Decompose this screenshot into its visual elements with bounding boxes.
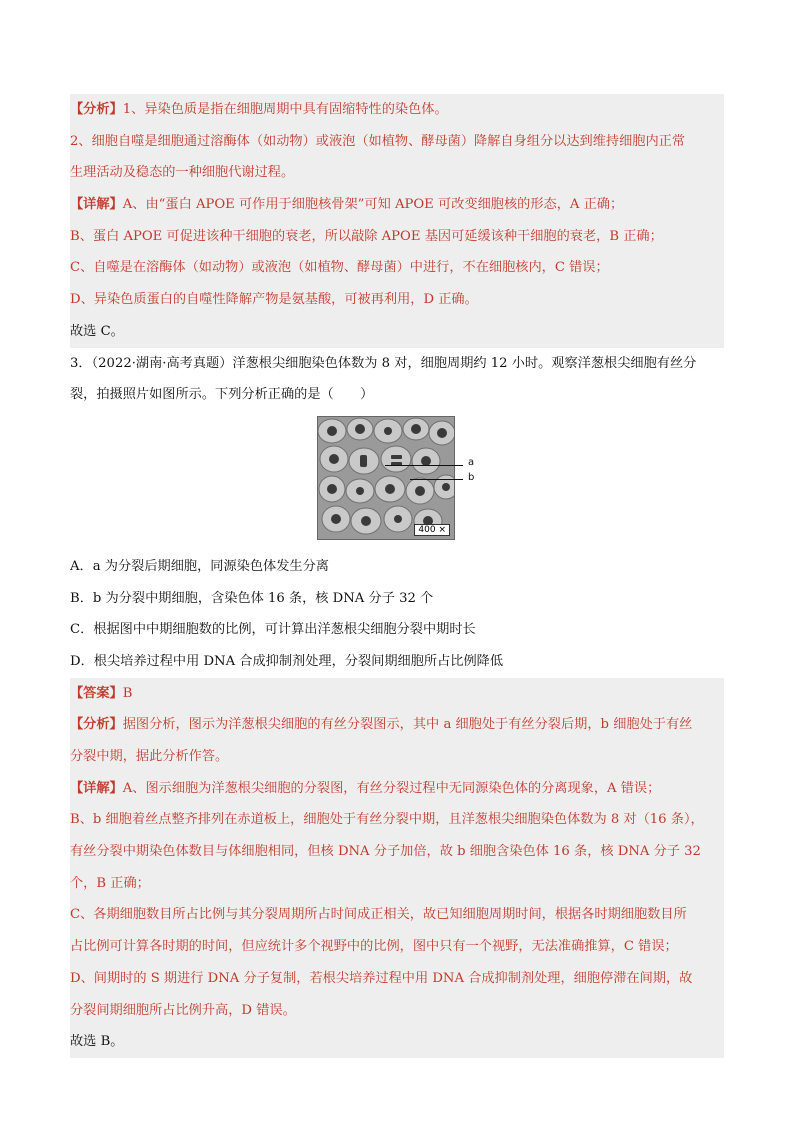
figure-label-a: a (468, 456, 475, 468)
detail-c-q3-cont: 占比例可计算各时期的时间，但应统计多个视野中的比例，图中只有一个视野，无法准确推算，C 错误； (70, 939, 678, 955)
option-a[interactable]: A．a 为分裂后期细胞，同源染色体发生分离 (70, 558, 329, 574)
detail-heading-line (70, 189, 724, 221)
detail-c-q3: C、各期细胞数目所占比例与其分裂周期所占时间成正相关，故已知细胞周期时间，根据各时期细胞数目所 (70, 907, 687, 923)
analysis-tag-q3: 【分析】 (70, 717, 123, 733)
analysis-point-1: 1、异染色质是指在细胞周期中具有固缩特性的染色体。 (122, 102, 448, 117)
leader-line-a (385, 465, 463, 466)
option-d[interactable]: D．根尖培养过程中用 DNA 合成抑制剂处理，分裂间期细胞所占比例降低 (70, 653, 504, 669)
analysis-line-1 (70, 709, 724, 741)
detail-b-q3-cont: 有丝分裂中期染色体数目与体细胞相同，但核 DNA 分子加倍，故 b 细胞含染色体 16 条，核 DNA 分子 32 (70, 844, 701, 860)
detail-line-1 (70, 773, 724, 805)
question-stem-line-1: 3．（2022·湖南·高考真题）洋葱根尖细胞染色体数为 8 对，细胞周期约 12 小时。观察洋葱根尖细胞有丝分 (70, 355, 697, 371)
detail-b-q3: B、b 细胞着丝点整齐排列在赤道板上，细胞处于有丝分裂中期，且洋葱根尖细胞染色体数为 8 对（16 条）， (70, 812, 704, 828)
page-content (70, 94, 724, 1058)
analysis-text-q3: 据图分析，图示为洋葱根尖细胞的有丝分裂图示，其中 a 细胞处于有丝分裂后期，b 细胞处于有丝 (122, 717, 693, 733)
detail-d: D、异染色质蛋白的自噬性降解产物是氨基酸，可被再利用，D 正确。 (70, 292, 478, 308)
detail-d-q3-cont: 分裂间期细胞所占比例升高，D 错误。 (70, 1002, 296, 1018)
cell-pattern-image (318, 417, 454, 539)
question-stem-line-2: 裂，拍摄照片如图所示。下列分析正确的是（ ） (70, 387, 374, 403)
detail-b-q3-end: 个，B 正确； (70, 875, 150, 891)
detail-c: C、自噬是在溶酶体（如动物）或液泡（如植物、酵母菌）中进行，不在细胞核内，C 错误； (70, 260, 609, 276)
onion-root-tip-micrograph (317, 416, 455, 540)
answer-value: B (122, 685, 133, 701)
detail-b: B、蛋白 APOE 可促进该种干细胞的衰老，所以敲除 APOE 基因可延缓该种干细胞的衰老，B 正确； (70, 228, 663, 244)
leader-line-b (410, 479, 463, 480)
analysis-line-2: 分裂中期，据此分析作答。 (70, 749, 229, 764)
detail-tag-q3: 【详解】 (70, 780, 123, 796)
detail-a-q3: A、图示细胞为洋葱根尖细胞的分裂图，有丝分裂过程中无同源染色体的分离现象，A 错误； (122, 780, 661, 796)
analysis-point-2-cont: 生理活动及稳态的一种细胞代谢过程。 (70, 165, 295, 181)
analysis-tag: 【分析】 (70, 102, 123, 117)
answer-tag: 【答案】 (70, 685, 123, 701)
answer-line (70, 678, 724, 710)
option-c[interactable]: C．根据图中中期细胞数的比例，可计算出洋葱根尖细胞分裂中期时长 (70, 622, 476, 638)
conclusion-q3: 故选 B。 (70, 1034, 124, 1050)
figure-label-b: b (468, 471, 475, 483)
micrograph-figure (70, 411, 724, 551)
analysis-block-q2 (70, 94, 724, 348)
question-3 (70, 348, 724, 678)
option-b[interactable]: B．b 为分裂中期细胞，含染色体 16 条，核 DNA 分子 32 个 (70, 590, 434, 606)
magnification-label: 400 × (414, 524, 450, 536)
detail-a: A、由“蛋白 APOE 可作用于细胞核骨架”可知 APOE 可改变细胞核的形态，A 正确； (122, 197, 624, 213)
detail-tag: 【详解】 (70, 197, 123, 213)
analysis-heading-line (70, 94, 724, 126)
detail-d-q3: D、间期时的 S 期进行 DNA 分子复制，若根尖培养过程中用 DNA 合成抑制剂处理，细胞停滞在间期，故 (70, 970, 693, 986)
analysis-point-2: 2、细胞自噬是细胞通过溶酶体（如动物）或液泡（如植物、酵母菌）降解自身组分以达到维持细胞内正常 (70, 133, 686, 149)
conclusion: 故选 C。 (70, 323, 124, 339)
solution-block-q3 (70, 678, 724, 1058)
